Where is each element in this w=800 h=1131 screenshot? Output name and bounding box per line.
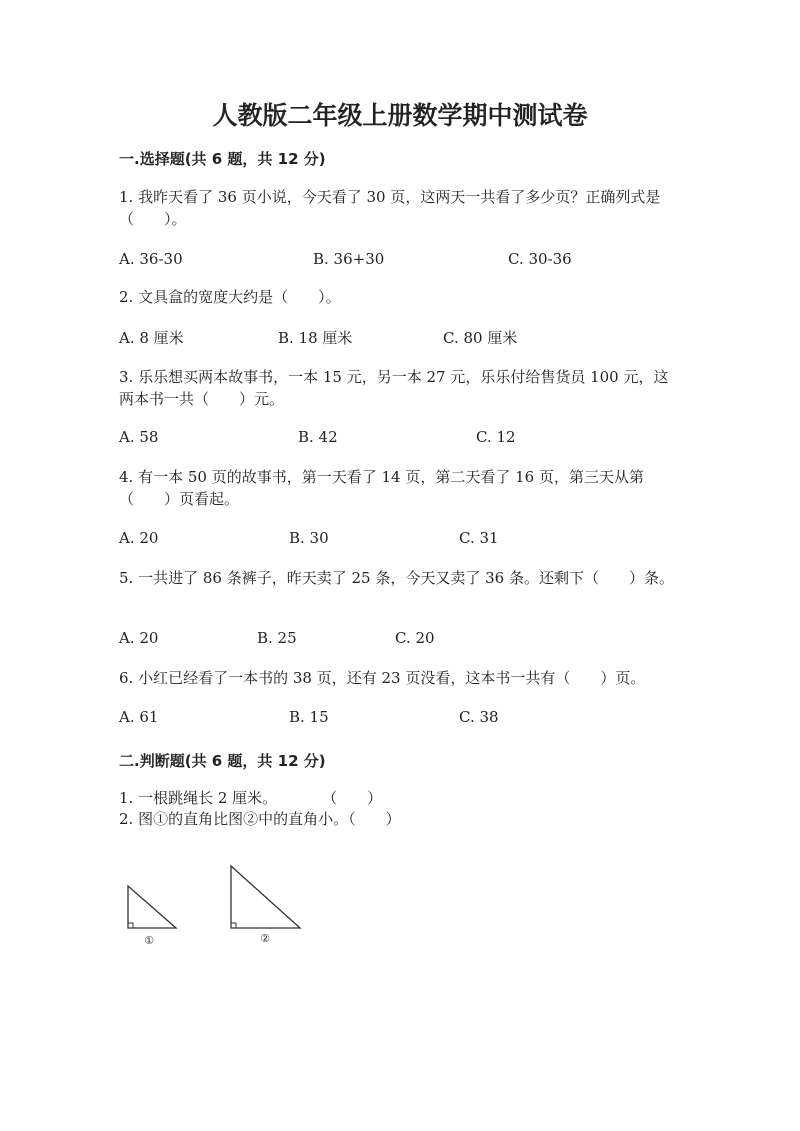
question-5: 5. 一共进了 86 条裤子，昨天卖了 25 条，今天又卖了 36 条。还剩下（ ）条。 <box>119 569 674 587</box>
option-c: C. 30-36 <box>508 250 572 268</box>
section-heading-choice: 一.选择题(共 6 题，共 12 分) <box>119 150 326 168</box>
option-a: A. 61 <box>119 708 159 726</box>
section-heading-judgement: 二.判断题(共 6 题，共 12 分) <box>119 752 326 770</box>
option-b: B. 30 <box>289 529 329 547</box>
triangle-2 <box>231 866 300 945</box>
question-1: 1. 我昨天看了 36 页小说，今天看了 30 页，这两天一共看了多少页？正确列式是（ ）。 <box>119 188 661 228</box>
option-c: C. 31 <box>459 529 499 547</box>
question-3: 3. 乐乐想买两本故事书，一本 15 元，另一本 27 元，乐乐付给售货员 100 元，这两本书一共（ ）元。 <box>119 368 669 408</box>
option-b: B. 42 <box>298 428 338 446</box>
option-c: C. 12 <box>476 428 516 446</box>
question-2: 2. 文具盒的宽度大约是（ ）。 <box>119 288 341 306</box>
option-a: A. 58 <box>119 428 159 446</box>
option-c: C. 20 <box>395 629 435 647</box>
question-6: 6. 小红已经看了一本书的 38 页，还有 23 页没看，这本书一共有（ ）页。 <box>119 669 646 687</box>
figure-label-1: ① <box>144 934 154 947</box>
option-a: A. 20 <box>119 629 159 647</box>
option-c: C. 38 <box>459 708 499 726</box>
option-a: A. 8 厘米 <box>119 329 184 347</box>
option-b: B. 15 <box>289 708 329 726</box>
judgement-question-1: 1. 一根跳绳长 2 厘米。 （ ） <box>119 789 383 807</box>
page-title: 人教版二年级上册数学期中测试卷 <box>212 101 588 130</box>
right-triangle-figures <box>110 860 330 960</box>
option-a: A. 36-30 <box>119 250 183 268</box>
judgement-question-2: 2. 图①的直角比图②中的直角小。（ ） <box>119 810 401 828</box>
figure-label-2: ② <box>260 932 270 945</box>
question-4: 4. 有一本 50 页的故事书，第一天看了 14 页，第二天看了 16 页，第三天从第（ ）页看起。 <box>119 468 644 508</box>
option-b: B. 36+30 <box>313 250 385 268</box>
option-b: B. 18 厘米 <box>278 329 353 347</box>
option-b: B. 25 <box>257 629 297 647</box>
option-c: C. 80 厘米 <box>443 329 518 347</box>
triangle-1 <box>128 886 176 947</box>
option-a: A. 20 <box>119 529 159 547</box>
